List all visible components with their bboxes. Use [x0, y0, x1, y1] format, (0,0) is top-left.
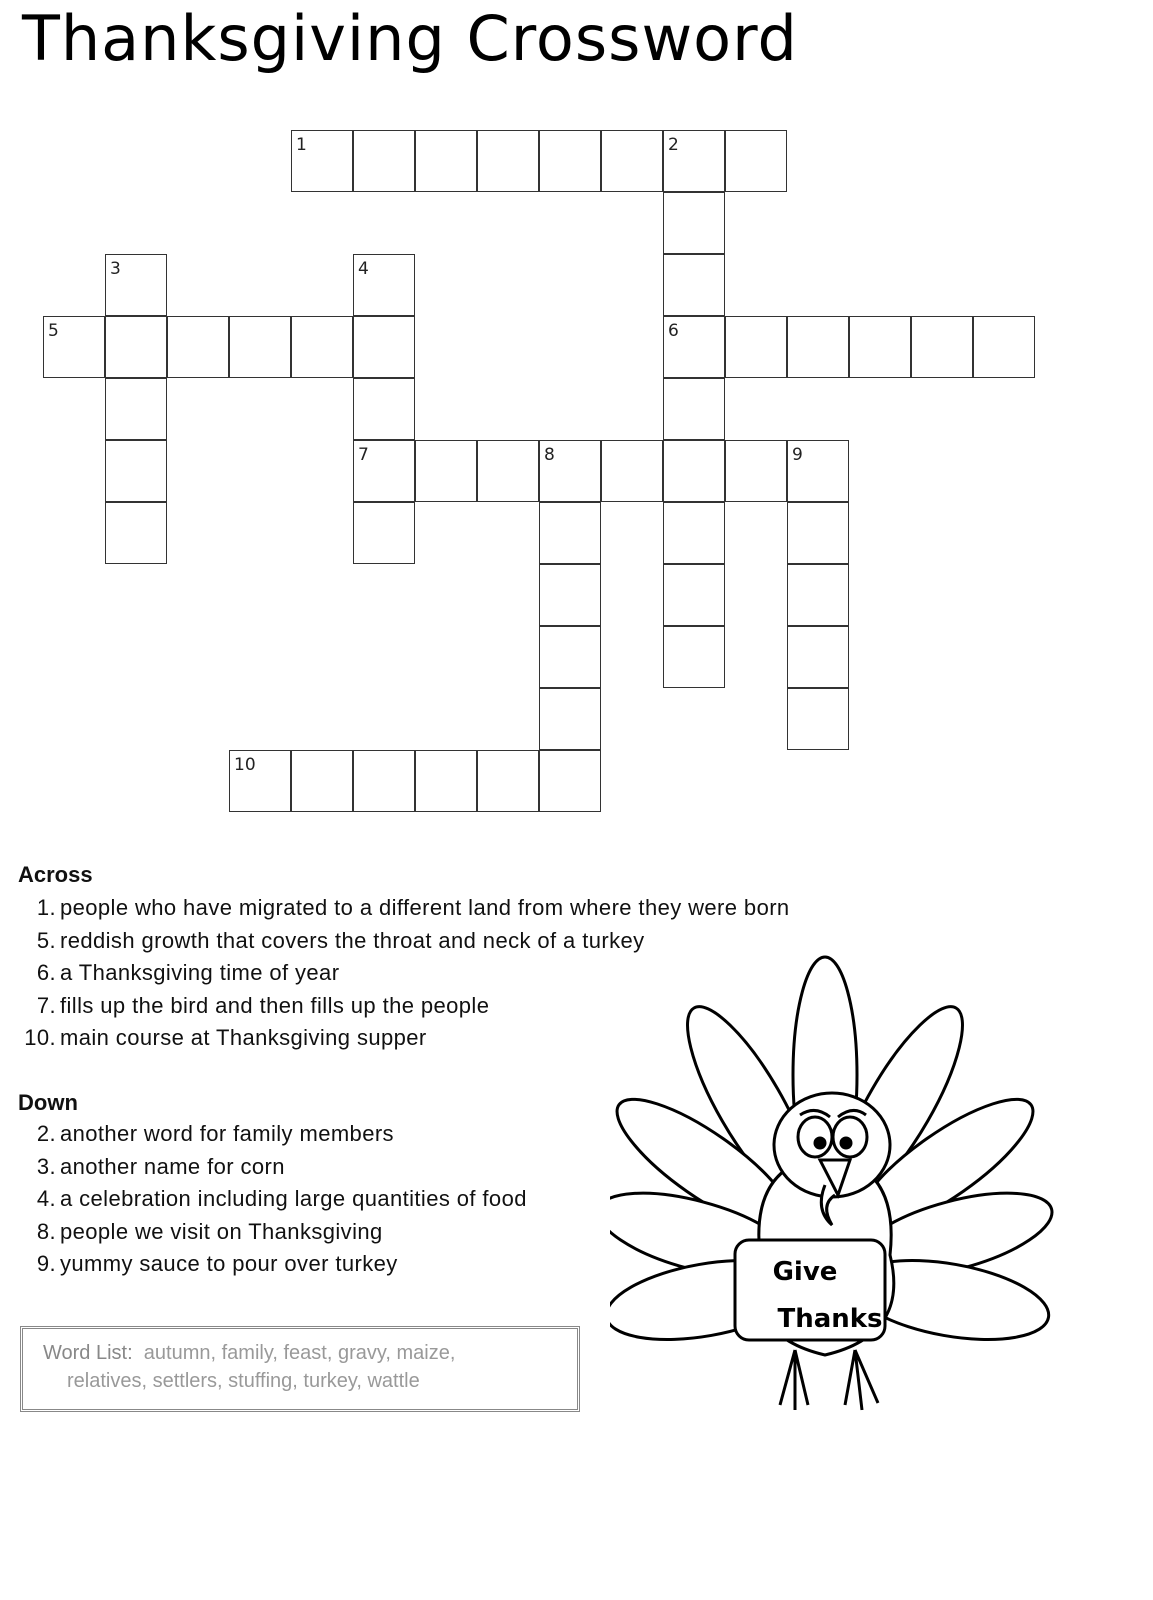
clue-text: people we visit on Thanksgiving — [60, 1218, 383, 1244]
crossword-cell[interactable] — [725, 130, 787, 192]
crossword-cell[interactable] — [477, 130, 539, 192]
crossword-cell[interactable] — [787, 688, 849, 750]
crossword-cell[interactable] — [415, 750, 477, 812]
clue-number: 1. — [36, 895, 56, 920]
crossword-cell[interactable] — [663, 192, 725, 254]
crossword-cell[interactable] — [787, 564, 849, 626]
across-clue — [14, 928, 645, 954]
crossword-cell[interactable] — [663, 440, 725, 502]
clue-text: another word for family members — [60, 1121, 394, 1146]
crossword-cell[interactable] — [663, 130, 725, 192]
across-clue — [14, 993, 489, 1019]
crossword-cell[interactable] — [291, 316, 353, 378]
word-list-label: Word List: — [43, 1342, 133, 1364]
clue-number: 9. — [36, 1251, 56, 1277]
clue-text: a celebration including large quantities of food — [60, 1186, 527, 1212]
crossword-cell[interactable] — [663, 378, 725, 440]
crossword-cell[interactable] — [105, 316, 167, 378]
clue-number: 10 — [234, 755, 256, 775]
crossword-cell[interactable] — [539, 750, 601, 812]
crossword-cell[interactable] — [663, 564, 725, 626]
crossword-cell[interactable] — [353, 316, 415, 378]
word-list-line-1: autumn, family, feast, gravy, maize, — [143, 1342, 456, 1364]
crossword-cell[interactable] — [539, 564, 601, 626]
clue-text: main course at Thanksgiving supper — [60, 1025, 427, 1051]
clue-number: 5. — [36, 927, 56, 953]
clue-number: 1 — [296, 135, 307, 155]
clue-number: 6. — [36, 960, 56, 986]
clue-number: 9 — [792, 445, 803, 465]
clue-number: 3 — [110, 259, 121, 279]
crossword-cell[interactable] — [539, 440, 601, 502]
crossword-cell[interactable] — [105, 254, 167, 316]
clue-number: 8 — [544, 445, 555, 465]
crossword-cell[interactable] — [973, 316, 1035, 378]
clue-text: another name for corn — [60, 1153, 285, 1179]
down-clue — [14, 1121, 394, 1147]
clue-number: 10. — [24, 1025, 56, 1051]
crossword-cell[interactable] — [725, 440, 787, 502]
crossword-cell[interactable] — [291, 750, 353, 812]
crossword-cell[interactable] — [415, 130, 477, 192]
crossword-cell[interactable] — [663, 502, 725, 564]
across-clue — [14, 1025, 427, 1051]
word-list-line-2: relatives, settlers, stuffing, turkey, wattle — [67, 1370, 420, 1392]
crossword-cell[interactable] — [353, 440, 415, 502]
crossword-cell[interactable] — [787, 502, 849, 564]
down-clue — [14, 1219, 383, 1245]
clue-number: 4. — [36, 1186, 56, 1212]
crossword-cell[interactable] — [663, 316, 725, 378]
crossword-cell[interactable] — [539, 688, 601, 750]
clue-text: fills up the bird and then fills up the people — [60, 992, 490, 1018]
clue-number: 6 — [668, 321, 679, 341]
crossword-cell[interactable] — [477, 750, 539, 812]
crossword-cell[interactable] — [105, 440, 167, 502]
crossword-cell[interactable] — [105, 378, 167, 440]
crossword-cell[interactable] — [601, 130, 663, 192]
crossword-cell[interactable] — [291, 130, 353, 192]
clue-number: 3. — [36, 1153, 56, 1179]
crossword-cell[interactable] — [787, 626, 849, 688]
clue-number: 2 — [668, 135, 679, 155]
across-clue — [14, 960, 339, 986]
clue-text: reddish growth that covers the throat and neck of a turkey — [60, 927, 645, 953]
crossword-cell[interactable] — [539, 130, 601, 192]
clue-number: 5 — [48, 321, 59, 341]
crossword-cell[interactable] — [167, 316, 229, 378]
crossword-cell[interactable] — [787, 316, 849, 378]
crossword-cell[interactable] — [353, 130, 415, 192]
down-clue — [14, 1186, 527, 1212]
across-heading: Across — [18, 862, 93, 887]
crossword-cell[interactable] — [105, 502, 167, 564]
crossword-cell[interactable] — [43, 316, 105, 378]
crossword-cell[interactable] — [353, 502, 415, 564]
crossword-cell[interactable] — [353, 378, 415, 440]
crossword-cell[interactable] — [601, 440, 663, 502]
clue-number: 2. — [36, 1121, 56, 1146]
crossword-cell[interactable] — [229, 750, 291, 812]
clue-number: 8. — [36, 1218, 56, 1244]
clue-text: people who have migrated to a different land from where they were born — [60, 895, 790, 920]
clue-number: 4 — [358, 259, 369, 279]
word-list-box — [20, 1326, 580, 1412]
crossword-cell[interactable] — [787, 440, 849, 502]
clue-number: 7. — [36, 992, 56, 1018]
crossword-cell[interactable] — [229, 316, 291, 378]
page-title: Thanksgiving Crossword — [22, 2, 798, 75]
turkey-sign-line-2: Thanks — [777, 1304, 883, 1334]
down-clue — [14, 1251, 398, 1277]
crossword-cell[interactable] — [477, 440, 539, 502]
crossword-cell[interactable] — [539, 502, 601, 564]
crossword-cell[interactable] — [663, 254, 725, 316]
crossword-cell[interactable] — [353, 750, 415, 812]
crossword-cell[interactable] — [415, 440, 477, 502]
turkey-illustration — [610, 955, 1070, 1425]
crossword-cell[interactable] — [911, 316, 973, 378]
clue-text: yummy sauce to pour over turkey — [60, 1251, 398, 1277]
clue-text: a Thanksgiving time of year — [60, 960, 340, 986]
crossword-cell[interactable] — [849, 316, 911, 378]
clue-number: 7 — [358, 445, 369, 465]
crossword-cell[interactable] — [663, 626, 725, 688]
down-heading: Down — [18, 1090, 78, 1115]
turkey-feet-icon — [780, 1350, 878, 1410]
crossword-cell[interactable] — [353, 254, 415, 316]
down-clue — [14, 1154, 285, 1180]
turkey-sign-line-1: Give — [772, 1257, 838, 1287]
crossword-cell[interactable] — [539, 626, 601, 688]
across-clue — [14, 895, 790, 921]
crossword-cell[interactable] — [725, 316, 787, 378]
